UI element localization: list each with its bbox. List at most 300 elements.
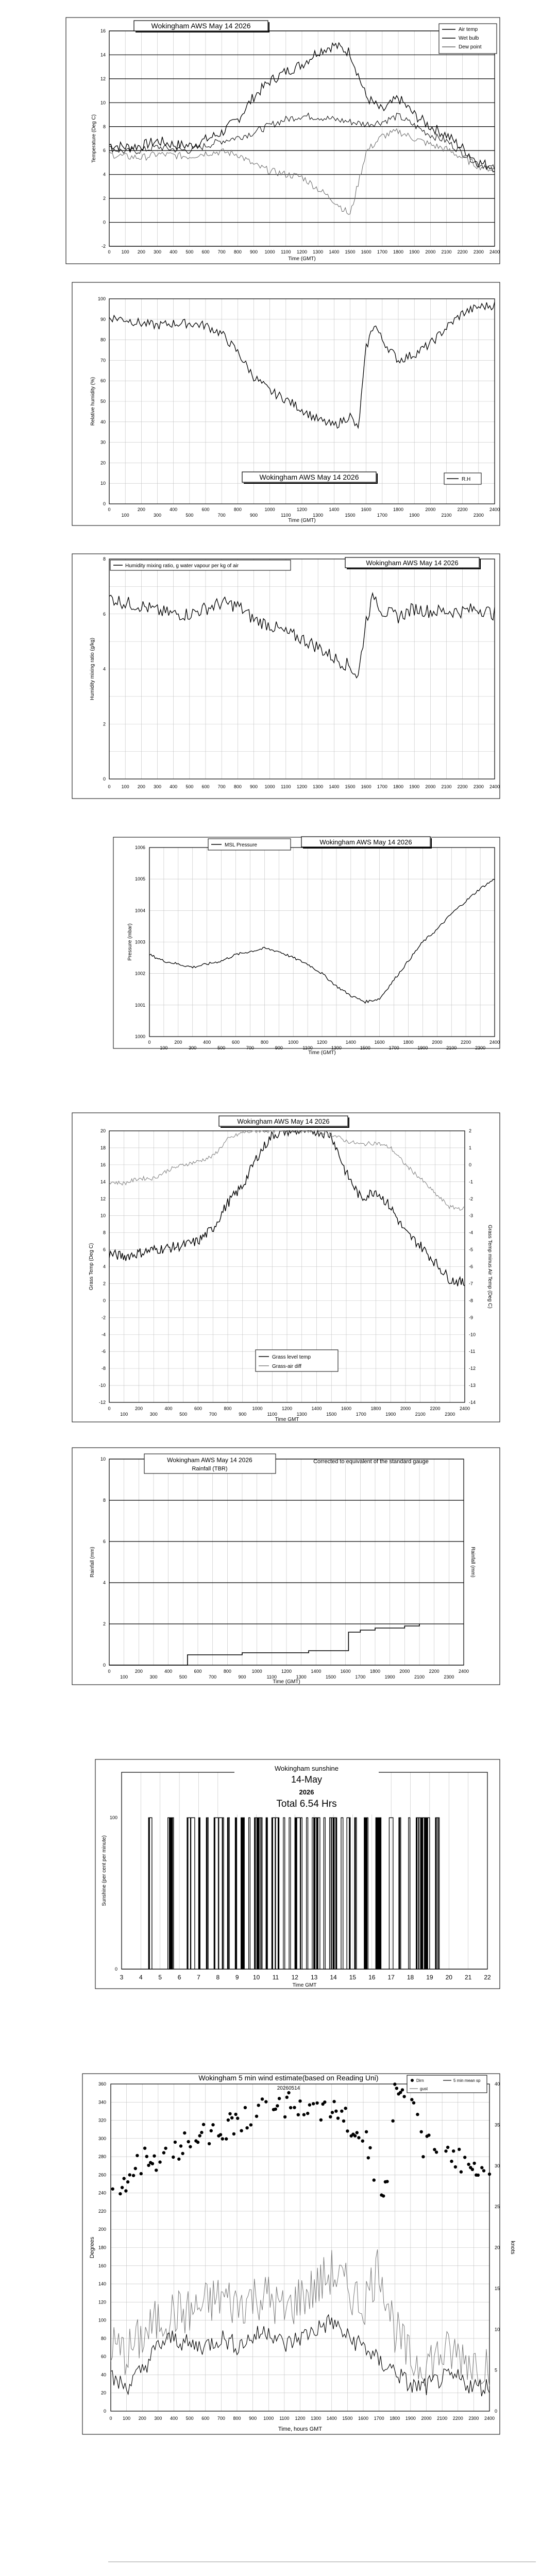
wind-direction-point xyxy=(255,2115,258,2118)
rh-x-tick-label: 1300 xyxy=(313,513,324,518)
pressure-chart-outer-frame xyxy=(113,837,500,1048)
wind-direction-point xyxy=(416,2113,419,2116)
grass-y2-tick-label: -5 xyxy=(469,1247,474,1252)
sun-burst-line xyxy=(289,1818,291,1969)
rain-x-tick-label: 2000 xyxy=(399,1669,410,1674)
sun-burst-line xyxy=(295,1818,302,1969)
temp-chart-title: Wokingham AWS May 14 2026 xyxy=(151,22,251,30)
wind-direction-point xyxy=(228,2112,231,2115)
rh-x-tick-label: 1000 xyxy=(264,507,275,512)
temp-x-tick-label: 500 xyxy=(185,249,194,255)
mix-legend-label: Humidity mixing ratio, g water vapour per kg of air xyxy=(125,563,239,569)
wind-direction-point xyxy=(274,2108,277,2111)
mix-y-axis-label: Humidity mixing ratio (g/kg) xyxy=(90,637,95,701)
wind-direction-point xyxy=(134,2167,137,2170)
wind-direction-point xyxy=(450,2160,453,2163)
grass-y-tick-label: 18 xyxy=(100,1145,106,1150)
grass-y2-axis-label: Grass Temp minus Air Temp (Deg C) xyxy=(487,1225,493,1309)
wind-y2-tick-label: 20 xyxy=(495,2245,500,2250)
sun-x-tick-label: 8 xyxy=(216,1974,220,1981)
rh-y-axis-label: Relative humidity (%) xyxy=(90,377,96,426)
grass-x-tick-label: 800 xyxy=(224,1406,232,1411)
rain-chart-outer-frame xyxy=(72,1448,500,1685)
rain-x-tick-label: 900 xyxy=(238,1674,246,1680)
mix-x-tick-label: 600 xyxy=(201,784,210,789)
grass-y-tick-label: 14 xyxy=(100,1179,106,1184)
temp-legend-label: Dew point xyxy=(459,44,482,50)
wind-y-tick-label: 140 xyxy=(98,2281,106,2287)
temp-x-tick-label: 200 xyxy=(137,249,145,255)
grass-x-tick-label: 0 xyxy=(108,1406,111,1411)
rh-x-tick-label: 1200 xyxy=(296,507,308,512)
wind-direction-point xyxy=(264,2100,267,2103)
wind-direction-point xyxy=(435,2150,438,2154)
wind-direction-point xyxy=(162,2151,165,2154)
sun-burst-line xyxy=(347,1818,351,1969)
pressure-x-tick-label: 2400 xyxy=(489,1040,500,1045)
sun-burst-line xyxy=(399,1818,401,1969)
wind-direction-point xyxy=(357,2136,360,2139)
pressure-x-tick-label: 2000 xyxy=(432,1040,443,1045)
wind-direction-point xyxy=(151,2162,154,2165)
temp-x-tick-label: 600 xyxy=(201,249,210,255)
wind-direction-point xyxy=(342,2120,345,2123)
wind-direction-point xyxy=(463,2156,466,2159)
grass-x-tick-label: 1300 xyxy=(296,1412,307,1417)
pressure-y-tick-label: 1002 xyxy=(134,971,145,976)
wind-direction-point xyxy=(393,2082,396,2086)
wind-direction-point xyxy=(278,2097,281,2100)
grass-y2-tick-label: -7 xyxy=(469,1281,474,1286)
rh-x-tick-label: 2400 xyxy=(489,507,500,512)
wind-direction-point xyxy=(391,2120,394,2123)
sun-burst-line xyxy=(283,1818,285,1969)
rain-x-tick-label: 1700 xyxy=(355,1674,366,1680)
wind-y-tick-label: 240 xyxy=(98,2190,106,2196)
sun-burst-line xyxy=(435,1818,439,1969)
temp-x-tick-label: 0 xyxy=(108,249,111,255)
pressure-x-tick-label: 1600 xyxy=(374,1040,385,1045)
wind-direction-point xyxy=(289,2106,292,2109)
grass-y-tick-label: 4 xyxy=(103,1264,106,1269)
grass-x-tick-label: 1200 xyxy=(281,1406,293,1411)
wind-direction-point xyxy=(410,2098,413,2101)
wind-x-tick-label: 1300 xyxy=(311,2416,322,2421)
rain-x-tick-label: 1400 xyxy=(311,1669,322,1674)
wind-x-tick-label: 2300 xyxy=(468,2416,479,2421)
pressure-x-tick-label: 700 xyxy=(246,1045,254,1050)
pressure-x-tick-label: 1400 xyxy=(345,1040,356,1045)
wind-direction-point xyxy=(285,2096,289,2099)
sun-burst-line xyxy=(324,1818,326,1969)
rh-x-tick-label: 500 xyxy=(185,513,194,518)
rh-x-tick-label: 0 xyxy=(108,507,111,512)
rain-x-tick-label: 2400 xyxy=(458,1669,469,1674)
wind-direction-point xyxy=(172,2156,175,2159)
wind-direction-point xyxy=(119,2192,122,2195)
rain-x-tick-label: 1800 xyxy=(369,1669,381,1674)
pressure-y-tick-label: 1005 xyxy=(134,876,145,882)
temp-chart-outer-frame xyxy=(66,18,500,264)
wind-y-tick-label: 120 xyxy=(98,2299,106,2305)
temp-x-tick-label: 700 xyxy=(217,249,226,255)
rain-series-line xyxy=(109,1624,419,1665)
temp-y-tick-label: 14 xyxy=(100,52,106,58)
temp-x-tick-label: 1400 xyxy=(329,249,340,255)
grass-x-tick-label: 300 xyxy=(149,1412,158,1417)
wind-direction-point xyxy=(353,2134,357,2137)
grass-chart-title: Wokingham AWS May 14 2026 xyxy=(237,1117,330,1125)
rain-y-tick-label: 10 xyxy=(100,1456,106,1462)
rain-y-tick-label: 0 xyxy=(103,1663,106,1668)
temp-y-tick-label: 8 xyxy=(103,124,106,129)
rh-y-tick-label: 40 xyxy=(100,419,106,425)
mix-x-tick-label: 700 xyxy=(217,784,226,789)
wind-y-tick-label: 40 xyxy=(100,2372,106,2378)
rain-x-tick-label: 200 xyxy=(134,1669,143,1674)
sun-burst-line xyxy=(228,1818,230,1969)
grass-x-tick-label: 500 xyxy=(179,1412,188,1417)
temp-y-tick-label: 12 xyxy=(100,76,106,81)
grass-x-tick-label: 2100 xyxy=(415,1412,426,1417)
rain-x-tick-label: 1900 xyxy=(384,1674,395,1680)
grass-x-tick-label: 2000 xyxy=(400,1406,411,1411)
wind-direction-point xyxy=(444,2149,447,2153)
wind-direction-point xyxy=(200,2131,203,2134)
temp-x-tick-label: 1000 xyxy=(264,249,275,255)
rh-y-tick-label: 60 xyxy=(100,378,106,384)
temp-x-tick-label: 1600 xyxy=(361,249,371,255)
wind-x-tick-label: 200 xyxy=(138,2416,146,2421)
wind-x-tick-label: 400 xyxy=(170,2416,178,2421)
wind-direction-point xyxy=(244,2106,247,2109)
temp-x-tick-label: 1100 xyxy=(281,249,291,255)
grass-y2-tick-label: -3 xyxy=(469,1213,474,1218)
rh-x-tick-label: 300 xyxy=(153,513,162,518)
rain-x-tick-label: 1000 xyxy=(251,1669,262,1674)
pressure-x-tick-label: 1200 xyxy=(316,1040,328,1045)
mix-x-tick-label: 1400 xyxy=(329,784,340,789)
rain-x-axis-label: Time (GMT) xyxy=(273,1679,300,1685)
grass-y-tick-label: 16 xyxy=(100,1162,106,1167)
wind-direction-point xyxy=(446,2146,449,2149)
wind-direction-point xyxy=(427,2133,430,2137)
temp-x-tick-label: 300 xyxy=(153,249,162,255)
wind-direction-point xyxy=(145,2155,148,2158)
mix-y-tick-label: 0 xyxy=(103,776,106,782)
sun-burst-line xyxy=(272,1818,279,1969)
mix-x-tick-label: 1100 xyxy=(281,784,291,789)
wind-direction-point xyxy=(308,2103,311,2106)
wind-y-tick-label: 20 xyxy=(100,2390,106,2396)
mix-x-tick-label: 2100 xyxy=(441,784,452,789)
wind-x-tick-label: 1000 xyxy=(263,2416,274,2421)
rh-y-tick-label: 80 xyxy=(100,337,106,343)
sun-burst-line xyxy=(312,1818,320,1969)
wind-legend-label: gust xyxy=(420,2087,428,2091)
wind-x-axis-label: Time, hours GMT xyxy=(278,2426,323,2432)
grass-chart-outer-frame xyxy=(72,1113,500,1422)
sun-burst-line xyxy=(168,1818,174,1969)
wind-x-tick-label: 1500 xyxy=(342,2416,353,2421)
mix-x-tick-label: 1000 xyxy=(264,784,275,789)
temp-x-tick-label: 1800 xyxy=(393,249,404,255)
wind-direction-point xyxy=(420,2130,423,2133)
mix-x-tick-label: 1300 xyxy=(313,784,324,789)
sun-x-tick-label: 20 xyxy=(445,1974,452,1981)
wind-x-tick-label: 800 xyxy=(233,2416,241,2421)
temp-x-tick-label: 1700 xyxy=(377,249,387,255)
wind-direction-point xyxy=(306,2112,309,2115)
sun-x-tick-label: 14 xyxy=(330,1974,337,1981)
wind-y2-tick-label: 0 xyxy=(495,2409,498,2414)
rh-x-tick-label: 2000 xyxy=(425,507,436,512)
grass-y-tick-label: -6 xyxy=(101,1349,106,1354)
rain-x-tick-label: 1100 xyxy=(266,1674,277,1680)
grass-y2-tick-label: 2 xyxy=(469,1128,472,1133)
wind-direction-point xyxy=(155,2168,158,2172)
wind-direction-point xyxy=(219,2133,222,2136)
rain-y-tick-label: 4 xyxy=(103,1580,106,1585)
grass-y2-tick-label: 1 xyxy=(469,1145,472,1150)
mix-x-tick-label: 500 xyxy=(185,784,194,789)
sun-burst-line xyxy=(266,1818,268,1969)
pressure-y-tick-label: 1006 xyxy=(134,845,145,850)
mix-y-tick-label: 4 xyxy=(103,666,106,672)
wind-x-tick-label: 0 xyxy=(109,2416,112,2421)
pressure-x-tick-label: 1900 xyxy=(417,1045,428,1050)
sun-burst-line xyxy=(376,1818,381,1969)
grass-y-tick-label: -10 xyxy=(98,1383,106,1388)
wind-direction-point xyxy=(136,2154,139,2157)
sun-y-tick-label: 100 xyxy=(109,1815,117,1821)
wind-direction-point xyxy=(177,2158,180,2161)
wind-direction-point xyxy=(211,2123,214,2126)
wind-direction-point xyxy=(332,2100,335,2103)
rh-y-tick-label: 0 xyxy=(103,501,106,506)
rain-x-tick-label: 1200 xyxy=(281,1669,292,1674)
wind-direction-point xyxy=(367,2156,370,2159)
grass-x-tick-label: 1000 xyxy=(252,1406,263,1411)
sun-x-tick-label: 17 xyxy=(387,1974,395,1981)
rain-x-tick-label: 1300 xyxy=(296,1674,307,1680)
rain-chart-subtitle: Rainfall (TBR) xyxy=(192,1466,228,1472)
grass-y2-tick-label: -6 xyxy=(469,1264,474,1269)
wind-direction-point xyxy=(340,2110,343,2113)
grass-x-tick-label: 1100 xyxy=(267,1412,277,1417)
sun-chart-year: 2026 xyxy=(299,1788,314,1796)
rain-x-tick-label: 1500 xyxy=(325,1674,336,1680)
wind-direction-point xyxy=(261,2097,264,2100)
wind-x-tick-label: 700 xyxy=(217,2416,225,2421)
wind-direction-point xyxy=(123,2177,126,2180)
rain-x-tick-label: 0 xyxy=(108,1669,111,1674)
wind-direction-point xyxy=(249,2123,252,2126)
grass-y2-tick-label: -9 xyxy=(469,1315,474,1320)
rh-y-tick-label: 70 xyxy=(100,358,106,363)
sun-burst-line xyxy=(241,1818,245,1969)
sun-x-tick-label: 21 xyxy=(464,1974,472,1981)
wind-direction-point xyxy=(315,2102,318,2105)
sun-burst-line xyxy=(416,1818,430,1969)
sun-burst-line xyxy=(198,1818,200,1969)
grass-legend-label: Grass level temp xyxy=(272,1354,311,1360)
wind-x-tick-label: 300 xyxy=(154,2416,162,2421)
wind-x-tick-label: 1400 xyxy=(326,2416,337,2421)
grass-y2-tick-label: -10 xyxy=(469,1332,476,1337)
wind-direction-point xyxy=(227,2119,230,2122)
grass-y-tick-label: 8 xyxy=(103,1230,106,1235)
pressure-x-tick-label: 800 xyxy=(260,1040,268,1045)
sun-x-tick-label: 9 xyxy=(235,1974,239,1981)
wind-x-tick-label: 2400 xyxy=(484,2416,495,2421)
grass-y-tick-label: 6 xyxy=(103,1247,106,1252)
grass-x-tick-label: 100 xyxy=(120,1412,128,1417)
grass-y2-tick-label: -4 xyxy=(469,1230,474,1235)
wind-y-tick-label: 60 xyxy=(100,2354,106,2360)
rh-chart-title: Wokingham AWS May 14 2026 xyxy=(259,473,359,481)
wind-y-tick-label: 180 xyxy=(98,2245,106,2250)
sun-x-tick-label: 19 xyxy=(426,1974,433,1981)
wind-y2-tick-label: 25 xyxy=(495,2204,500,2210)
wind-direction-point xyxy=(240,2129,243,2132)
grass-y2-tick-label: -13 xyxy=(469,1383,476,1388)
wind-y2-tick-label: 30 xyxy=(495,2163,500,2168)
rh-x-tick-label: 2200 xyxy=(457,507,468,512)
sun-burst-line xyxy=(249,1818,251,1969)
wind-x-tick-label: 100 xyxy=(123,2416,131,2421)
temp-y-tick-label: 4 xyxy=(103,172,106,177)
sun-burst-line xyxy=(341,1818,343,1969)
grass-x-tick-label: 1500 xyxy=(326,1412,337,1417)
sun-burst-line xyxy=(187,1818,195,1969)
pressure-x-tick-label: 900 xyxy=(275,1045,283,1050)
grass-x-tick-label: 900 xyxy=(239,1412,247,1417)
wind-direction-point xyxy=(293,2106,296,2109)
wind-x-tick-label: 1200 xyxy=(295,2416,306,2421)
wind-y-tick-label: 320 xyxy=(98,2117,106,2123)
mix-x-tick-label: 2200 xyxy=(457,784,468,789)
mix-x-tick-label: 1600 xyxy=(361,784,371,789)
wind-direction-point xyxy=(126,2180,129,2183)
wind-direction-point xyxy=(433,2148,436,2151)
rain-y-tick-label: 8 xyxy=(103,1498,106,1503)
wind-direction-point xyxy=(287,2091,290,2094)
mix-x-tick-label: 0 xyxy=(108,784,111,789)
wind-direction-point xyxy=(158,2160,161,2163)
rh-y-tick-label: 90 xyxy=(100,316,106,322)
sun-x-tick-label: 4 xyxy=(139,1974,143,1981)
rh-x-tick-label: 1800 xyxy=(393,507,404,512)
rh-x-tick-label: 800 xyxy=(233,507,242,512)
wind-direction-point xyxy=(147,2164,150,2167)
wind-direction-point xyxy=(361,2140,364,2143)
sun-x-tick-label: 7 xyxy=(197,1974,200,1981)
grass-x-tick-label: 1900 xyxy=(385,1412,396,1417)
temp-y-axis-label: Temperature (Deg C) xyxy=(91,114,97,163)
rain-x-tick-label: 800 xyxy=(223,1669,231,1674)
pressure-x-tick-label: 400 xyxy=(203,1040,211,1045)
pressure-y-axis-label: Pressure (mbar) xyxy=(127,923,133,961)
grass-x-tick-label: 700 xyxy=(209,1412,217,1417)
grass-y2-tick-label: 0 xyxy=(469,1162,472,1167)
pressure-x-tick-label: 1700 xyxy=(388,1045,399,1050)
wind-direction-point xyxy=(187,2140,190,2143)
rain-x-tick-label: 1600 xyxy=(340,1669,351,1674)
rh-y-tick-label: 10 xyxy=(100,481,106,486)
grass-y-tick-label: -2 xyxy=(101,1315,106,1320)
mix-x-tick-label: 800 xyxy=(233,784,242,789)
grass-y-tick-label: 0 xyxy=(103,1298,106,1303)
sun-x-tick-label: 6 xyxy=(177,1974,181,1981)
wind-direction-point xyxy=(477,2174,480,2177)
rh-x-tick-label: 1500 xyxy=(345,513,356,518)
pressure-x-tick-label: 500 xyxy=(217,1045,226,1050)
grass-legend-label: Grass-air diff xyxy=(272,1364,302,1369)
mix-x-tick-label: 100 xyxy=(121,784,129,789)
sun-x-tick-label: 3 xyxy=(120,1974,124,1981)
pressure-x-tick-label: 0 xyxy=(148,1040,151,1045)
rh-x-tick-label: 700 xyxy=(217,513,226,518)
wind-direction-point xyxy=(225,2137,228,2140)
pressure-x-axis-label: Time (GMT) xyxy=(308,1050,336,1056)
wind-chart-subtitle: 20260514 xyxy=(277,2086,300,2091)
rh-y-tick-label: 20 xyxy=(100,460,106,466)
wind-x-tick-label: 2000 xyxy=(421,2416,432,2421)
temp-x-tick-label: 400 xyxy=(170,249,178,255)
sun-burst-line xyxy=(354,1818,357,1969)
temp-x-tick-label: 1300 xyxy=(313,249,324,255)
grass-x-tick-label: 200 xyxy=(134,1406,143,1411)
mix-x-tick-label: 1800 xyxy=(393,784,404,789)
sun-x-tick-label: 16 xyxy=(368,1974,376,1981)
wind-x-tick-label: 1800 xyxy=(390,2416,400,2421)
sun-x-tick-label: 11 xyxy=(272,1974,279,1981)
temp-x-tick-label: 1900 xyxy=(409,249,420,255)
rain-y2-axis-label: Rainfall (mm) xyxy=(470,1547,476,1578)
wind-x-tick-label: 600 xyxy=(201,2416,210,2421)
rh-x-tick-label: 600 xyxy=(201,507,210,512)
temp-x-tick-label: 900 xyxy=(249,249,258,255)
wind-direction-point xyxy=(124,2189,127,2192)
wind-direction-point xyxy=(395,2087,398,2090)
mix-x-tick-label: 200 xyxy=(137,784,145,789)
mix-x-tick-label: 400 xyxy=(170,784,178,789)
temp-x-tick-label: 2400 xyxy=(489,249,500,255)
wind-direction-point xyxy=(460,2170,463,2173)
pressure-x-tick-label: 200 xyxy=(174,1040,182,1045)
grass-y-tick-label: -4 xyxy=(101,1332,106,1337)
pressure-y-tick-label: 1001 xyxy=(134,1002,145,1008)
grass-y-tick-label: 20 xyxy=(100,1128,106,1133)
temp-y-tick-label: 6 xyxy=(103,148,106,154)
wind-direction-point xyxy=(471,2168,474,2171)
wind-direction-point xyxy=(179,2144,182,2147)
rh-y-tick-label: 30 xyxy=(100,439,106,445)
sun-x-tick-label: 12 xyxy=(291,1974,298,1981)
grass-y-tick-label: 10 xyxy=(100,1213,106,1218)
pressure-x-tick-label: 2300 xyxy=(475,1045,486,1050)
wind-direction-point xyxy=(482,2169,485,2172)
grass-x-tick-label: 1600 xyxy=(341,1406,352,1411)
rain-chart-note: Corrected to equivalent of the standard gauge xyxy=(313,1459,429,1465)
mix-x-tick-label: 300 xyxy=(153,784,162,789)
wind-direction-point xyxy=(336,2116,340,2120)
wind-direction-point xyxy=(174,2141,177,2144)
grass-x-tick-label: 1400 xyxy=(311,1406,322,1411)
rain-y-tick-label: 6 xyxy=(103,1539,106,1544)
wind-direction-point xyxy=(480,2166,483,2169)
